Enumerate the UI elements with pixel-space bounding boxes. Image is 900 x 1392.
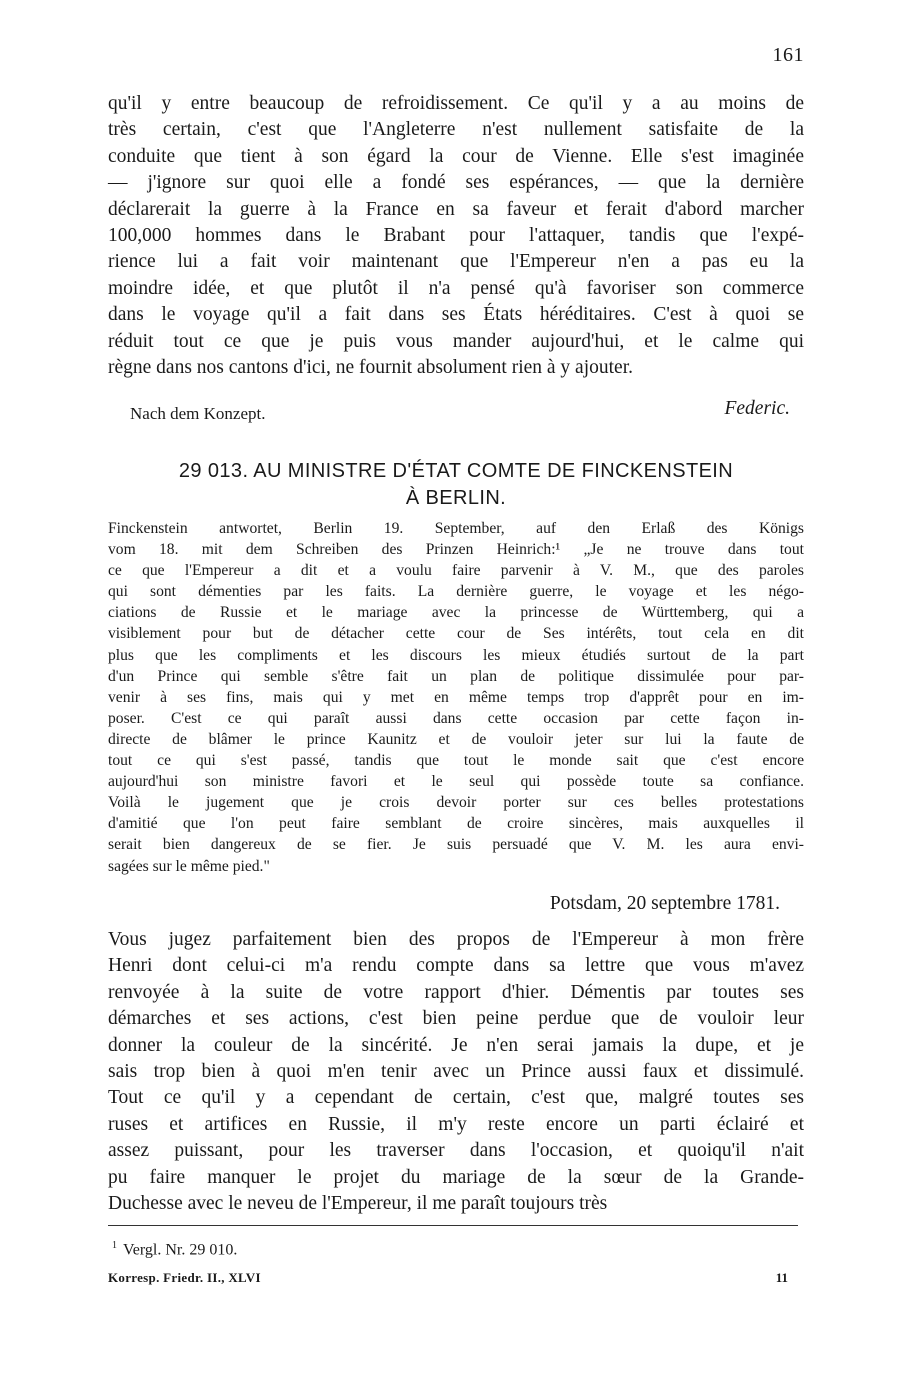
- text-line: rience lui a fait voir maintenant que l'Empereur n'en a pas eu la: [108, 251, 804, 273]
- source-row: [130, 398, 790, 428]
- letter-line: renvoyée à la suite de votre rapport d'hier. Démentis par toutes ses: [108, 981, 804, 1003]
- letter-line: Duchesse avec le neveu de l'Empereur, il me paraît toujours très: [108, 1192, 608, 1214]
- summary-line: aujourd'hui son ministre favori et le seul qui possède toute sa confiance.: [108, 773, 804, 791]
- source-note: Nach dem Konzept.: [130, 404, 266, 423]
- text-line: moindre idée, et que plutôt il n'a pensé qu'à favoriser son commerce: [108, 277, 804, 299]
- dateline: Potsdam, 20 septembre 1781.: [549, 893, 780, 914]
- summary-line: poser. C'est ce qui paraît aussi dans cette occasion par cette façon in-: [108, 709, 804, 727]
- letter-line: sais trop bien à quoi m'en tenir avec un Prince aussi faux et dissimulé.: [108, 1060, 804, 1082]
- summary-line: Finckenstein antwortet, Berlin 19. September, auf den Erlaß des Königs: [108, 520, 804, 537]
- letter-heading: [108, 458, 804, 512]
- letter-line: démarches et ses actions, c'est bien peine perdue que de vouloir leur: [108, 1008, 804, 1030]
- text-line: très certain, c'est que l'Angleterre n'est nullement satisfaite de la: [108, 119, 804, 141]
- footer-signature: Korresp. Friedr. II., XLVI: [108, 1270, 261, 1285]
- text-line: qu'il y entre beaucoup de refroidissement. Ce qu'il y a au moins de: [108, 93, 804, 114]
- text-line: — j'ignore sur quoi elle a fondé ses espérances, — que la dernière: [108, 172, 804, 194]
- continuation-paragraph: [108, 91, 804, 381]
- letter-line: Tout ce qu'il y a cependant de certain, c'est que, malgré toutes ses: [108, 1087, 804, 1109]
- summary-line: venir à ses fins, mais qui y met en même temps trop d'apprêt pour en im-: [108, 688, 804, 706]
- letter-paragraph: [108, 927, 804, 1217]
- summary-line: serait bien dangereux de se fier. Je suis persuadé que V. M. les aura envi-: [108, 836, 804, 854]
- letter-line: donner la couleur de la sincérité. Je n'en serai jamais la dupe, et je: [108, 1034, 804, 1056]
- summary-line: Voilà le jugement que je crois devoir porter sur ces belles protestations: [108, 794, 804, 812]
- text-line: réduit tout ce que je puis vous mander aujourd'hui, et le calme qui: [108, 330, 804, 352]
- summary-line: d'un Prince qui semble s'être fait un plan de politique dissimulée pour par-: [108, 667, 804, 685]
- summary-line: ce que l'Empereur a dit et a voulu faire parvenir à V. M., que des paroles: [108, 562, 804, 580]
- text-line: dans le voyage qu'il a fait dans ses États héréditaires. C'est à quoi se: [108, 304, 804, 326]
- footer-sheet-number: 11: [775, 1270, 788, 1285]
- summary-line: d'amitié que l'on peut faire semblant de croire sincères, mais auxquelles il: [108, 815, 804, 833]
- letter-line: Henri dont celui-ci m'a rendu compte dans sa lettre que vous m'avez: [108, 955, 804, 977]
- letter-line: pu faire manquer le projet du mariage de la sœur de la Grande-: [108, 1166, 804, 1188]
- text-line: règne dans nos cantons d'ici, ne fournit absolument rien à y ajouter.: [108, 356, 633, 378]
- summary-paragraph: [108, 518, 804, 877]
- footnote-text: Vergl. Nr. 29 010.: [123, 1241, 238, 1259]
- footnote-marker: 1: [112, 1240, 117, 1251]
- letter-line: Vous jugez parfaitement bien des propos de l'Empereur à mon frère: [108, 929, 804, 950]
- summary-line: qui sont démenties par les faits. La dernière guerre, le voyage et les négo-: [108, 583, 804, 601]
- signature: Federic.: [724, 398, 790, 419]
- heading-line-2: À BERLIN.: [405, 487, 507, 509]
- letter-line: ruses et artifices en Russie, il m'y reste encore un parti éclairé et: [108, 1113, 804, 1135]
- heading-line-1: 29 013. AU MINISTRE D'ÉTAT COMTE DE FINCKENSTEIN: [178, 460, 734, 482]
- footnote-rule: [108, 1225, 798, 1226]
- summary-line: visiblement pour but de détacher cette cour de Ses intérêts, tout cela en dit: [108, 625, 804, 643]
- footnote: [112, 1240, 237, 1259]
- page-number: 161: [772, 44, 804, 66]
- text-line: 100,000 hommes dans le Brabant pour l'attaquer, tandis que l'expé-: [108, 224, 804, 246]
- letter-line: assez puissant, pour les traverser dans l'occasion, et quoiqu'il n'ait: [108, 1140, 804, 1162]
- summary-line: vom 18. mit dem Schreiben des Prinzen Heinrich:¹ „Je ne trouve dans tout: [108, 541, 804, 559]
- text-line: conduite que tient à son égard la cour de Vienne. Elle s'est imaginée: [108, 145, 804, 167]
- summary-line: directe de blâmer le prince Kaunitz et de vouloir jeter sur lui la faute de: [108, 730, 804, 748]
- summary-line: tout ce qui s'est passé, tandis que tout le monde sait que c'est encore: [108, 752, 804, 770]
- text-line: déclarerait la guerre à la France en sa faveur et ferait d'abord marcher: [108, 198, 804, 220]
- summary-line: plus que les compliments et les discours les mieux étudiés surtout de la part: [108, 646, 804, 664]
- summary-line: ciations de Russie et le mariage avec la princesse de Württemberg, qui a: [108, 604, 804, 622]
- summary-line: sagées sur le même pied.": [108, 857, 270, 875]
